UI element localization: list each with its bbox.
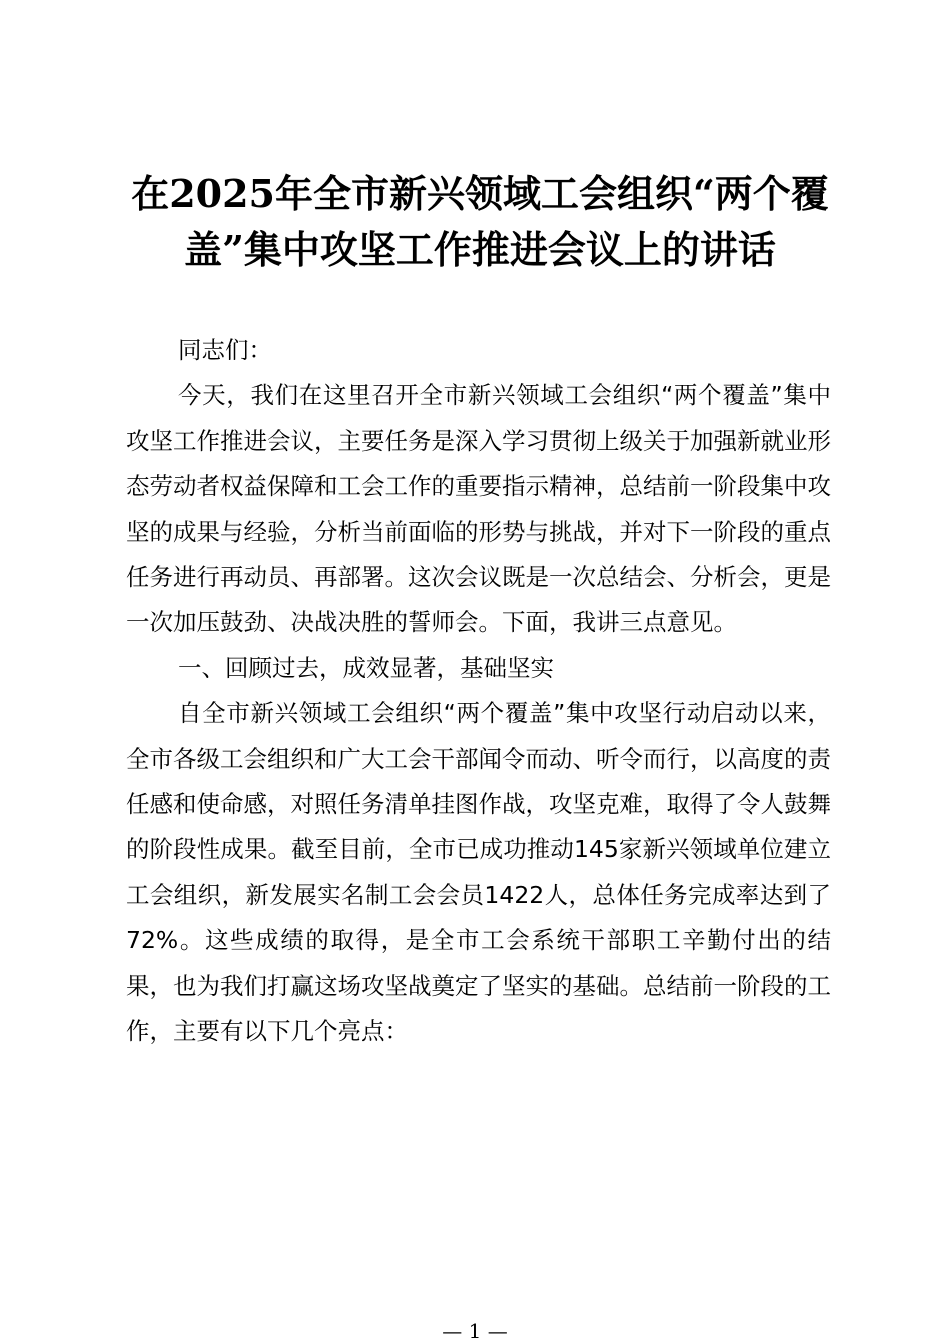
page-number: — 1 — xyxy=(442,1319,508,1343)
paragraph-intro: 今天，我们在这里召开全市新兴领域工会组织“两个覆盖”集中攻坚工作推进会议，主要任务是深入学习贯彻上级关于加强新就业形态劳动者权益保障和工会工作的重要指示精神，总结前一阶段集中攻坚的成果与经验，分析当前面临的形势与挑战，并对下一阶段的重点任务进行再动员、再部署。这次会议既是一次总结会、分析会，更是一次加压鼓劲、决战决胜的誓师会。下面，我讲三点意见。 xyxy=(126,381,831,637)
paragraph-review: 自全市新兴领域工会组织“两个覆盖”集中攻坚行动启动以来，全市各级工会组织和广大工会干部闻令而动、听令而行，以高度的责任感和使命感，对照任务清单挂图作战，攻坚克难，取得了令人鼓舞的阶段性成果。截至目前，全市已成功推动145家新兴领域单位建立工会组织，新发展实名制工会会员1422人，总体任务完成率达到了72%。这些成绩的取得，是全市工会系统干部职工辛勤付出的结果，也为我们打赢这场攻坚战奠定了坚实的基础。总结前一阶段的工作，主要有以下几个亮点： xyxy=(126,699,831,1046)
salutation: 同志们： xyxy=(178,336,272,364)
section-heading-1: 一、回顾过去，成效显著，基础坚实 xyxy=(178,653,554,682)
document-body xyxy=(126,328,831,1055)
document-title: 在2025年全市新兴领域工会组织“两个覆盖”集中攻坚工作推进会议上的讲话 xyxy=(131,171,829,272)
